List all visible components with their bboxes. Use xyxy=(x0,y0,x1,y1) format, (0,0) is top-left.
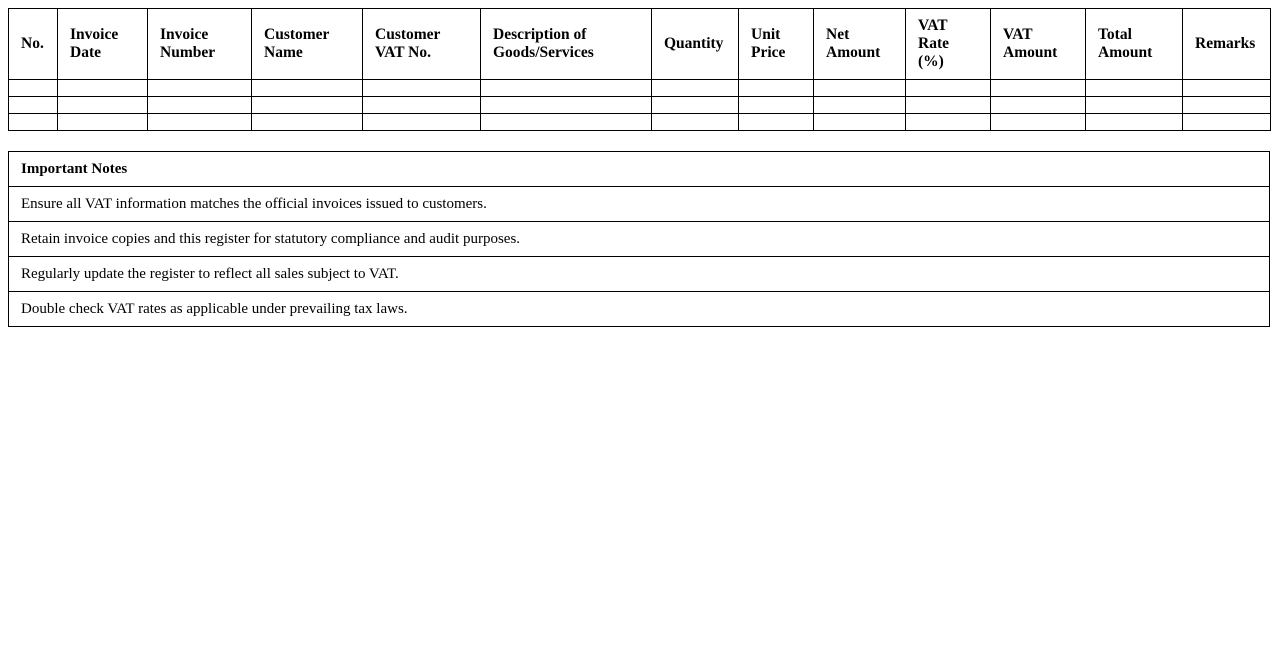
table-cell[interactable] xyxy=(148,97,252,114)
table-cell[interactable] xyxy=(252,80,363,97)
table-cell[interactable] xyxy=(1086,80,1183,97)
column-header xyxy=(814,9,906,80)
column-header xyxy=(652,9,739,80)
table-cell[interactable] xyxy=(363,97,481,114)
note-text: Retain invoice copies and this register for statutory compliance and audit purposes. xyxy=(9,222,1270,257)
column-header xyxy=(252,9,363,80)
column-header-text: Description of xyxy=(493,26,587,43)
table-cell[interactable] xyxy=(991,80,1086,97)
table-cell[interactable] xyxy=(906,97,991,114)
table-cell[interactable] xyxy=(906,80,991,97)
column-header-text: Amount xyxy=(826,44,881,61)
table-cell[interactable] xyxy=(58,97,148,114)
column-header-text: Quantity xyxy=(664,35,724,52)
table-body xyxy=(9,80,1271,131)
column-header-text: Name xyxy=(264,44,303,61)
column-header-text: Goods/Services xyxy=(493,44,594,61)
table-cell[interactable] xyxy=(481,114,652,131)
column-header-text: Rate xyxy=(918,35,949,52)
table-cell[interactable] xyxy=(363,80,481,97)
column-header-text: VAT No. xyxy=(375,44,431,61)
column-header-text: Number xyxy=(160,44,216,61)
table-header-row xyxy=(9,9,1271,80)
table-cell[interactable] xyxy=(363,114,481,131)
vat-sales-register-table xyxy=(8,8,1271,131)
column-header-text: Customer xyxy=(264,26,330,43)
note-text: Double check VAT rates as applicable under prevailing tax laws. xyxy=(9,292,1270,327)
column-header xyxy=(991,9,1086,80)
table-cell[interactable] xyxy=(906,114,991,131)
table-cell[interactable] xyxy=(991,114,1086,131)
table-cell[interactable] xyxy=(148,80,252,97)
column-header-text: Invoice xyxy=(160,26,209,43)
column-header xyxy=(9,9,58,80)
table-cell[interactable] xyxy=(652,97,739,114)
table-cell[interactable] xyxy=(148,114,252,131)
table-cell[interactable] xyxy=(481,80,652,97)
table-row xyxy=(9,97,1271,114)
important-notes-table xyxy=(8,151,1270,327)
table-cell[interactable] xyxy=(652,114,739,131)
table-cell[interactable] xyxy=(1183,114,1271,131)
table-cell[interactable] xyxy=(739,97,814,114)
notes-title: Important Notes xyxy=(9,152,1270,187)
column-header xyxy=(481,9,652,80)
note-row xyxy=(9,222,1270,257)
column-header xyxy=(58,9,148,80)
column-header-text: Unit xyxy=(751,26,781,43)
column-header-text: VAT xyxy=(1003,26,1033,43)
table-cell[interactable] xyxy=(814,97,906,114)
table-cell[interactable] xyxy=(252,97,363,114)
column-header-text: Net xyxy=(826,26,850,43)
column-header xyxy=(906,9,991,80)
column-header-text: Amount xyxy=(1098,44,1153,61)
note-text: Regularly update the register to reflect all sales subject to VAT. xyxy=(9,257,1270,292)
column-header xyxy=(148,9,252,80)
column-header-text: No. xyxy=(21,35,44,52)
note-text: Ensure all VAT information matches the official invoices issued to customers. xyxy=(9,187,1270,222)
table-cell[interactable] xyxy=(58,114,148,131)
column-header xyxy=(1086,9,1183,80)
table-cell[interactable] xyxy=(1183,80,1271,97)
column-header-text: Price xyxy=(751,44,786,61)
table-cell[interactable] xyxy=(814,80,906,97)
note-row xyxy=(9,187,1270,222)
table-row xyxy=(9,80,1271,97)
table-cell[interactable] xyxy=(991,97,1086,114)
table-cell[interactable] xyxy=(252,114,363,131)
table-cell[interactable] xyxy=(9,97,58,114)
table-cell[interactable] xyxy=(58,80,148,97)
column-header xyxy=(1183,9,1271,80)
column-header-text: VAT xyxy=(918,17,948,34)
notes-title-row xyxy=(9,152,1270,187)
column-header-text: Invoice xyxy=(70,26,119,43)
column-header-text: Customer xyxy=(375,26,441,43)
table-cell[interactable] xyxy=(481,97,652,114)
table-cell[interactable] xyxy=(9,80,58,97)
table-cell[interactable] xyxy=(652,80,739,97)
table-row xyxy=(9,114,1271,131)
table-cell[interactable] xyxy=(739,114,814,131)
note-row xyxy=(9,257,1270,292)
note-row xyxy=(9,292,1270,327)
column-header xyxy=(739,9,814,80)
table-cell[interactable] xyxy=(739,80,814,97)
column-header-text: (%) xyxy=(918,53,944,70)
column-header xyxy=(363,9,481,80)
table-cell[interactable] xyxy=(9,114,58,131)
table-cell[interactable] xyxy=(1086,114,1183,131)
table-cell[interactable] xyxy=(1086,97,1183,114)
column-header-text: Date xyxy=(70,44,101,61)
table-cell[interactable] xyxy=(1183,97,1271,114)
column-header-text: Amount xyxy=(1003,44,1058,61)
table-cell[interactable] xyxy=(814,114,906,131)
column-header-text: Total xyxy=(1098,26,1132,43)
column-header-text: Remarks xyxy=(1195,35,1256,52)
